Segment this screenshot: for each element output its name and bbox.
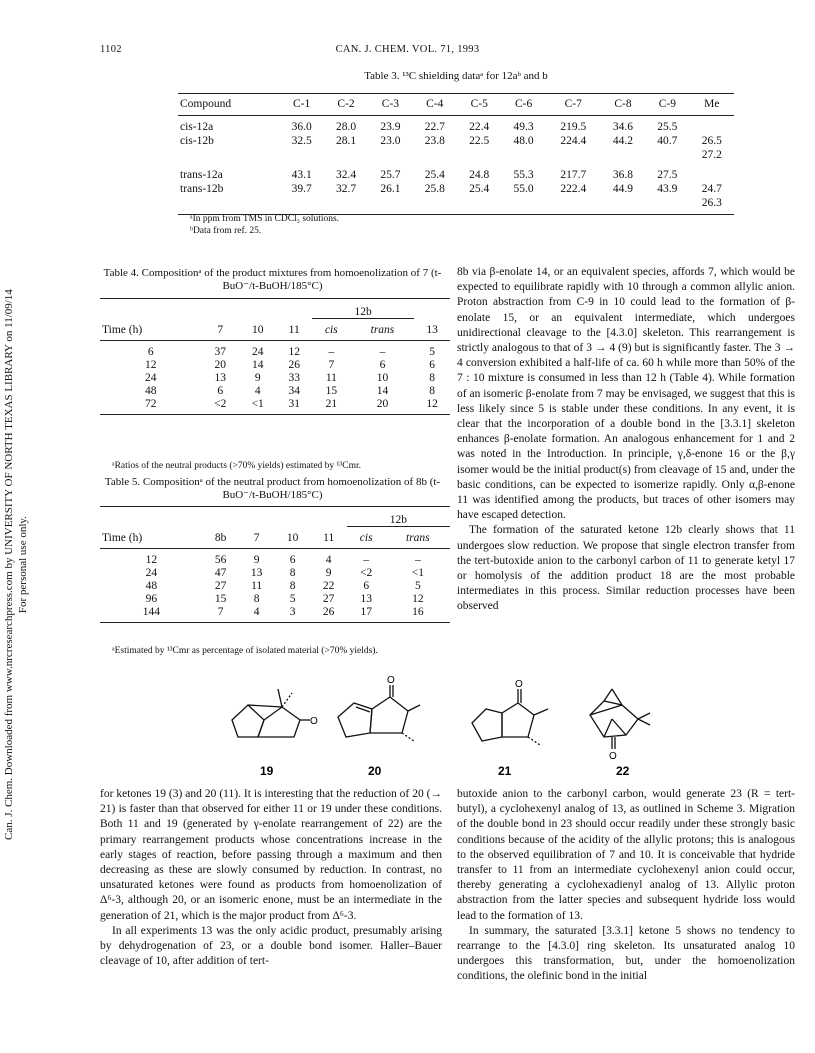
- table-cell: 22: [322, 579, 335, 592]
- table4-group-header: 12b: [312, 305, 414, 319]
- row-label-cell: 12: [145, 553, 158, 566]
- table3-header-row: [178, 97, 734, 111]
- table-cell: 8: [289, 566, 296, 579]
- table-cell: 43.1: [291, 169, 312, 181]
- row-label-cell: cis-12b: [180, 135, 214, 147]
- table-cell: 3: [289, 605, 296, 618]
- structure-label: 21: [498, 764, 512, 778]
- table-row: [178, 196, 734, 210]
- table-cell: 222.4: [560, 183, 587, 195]
- table-cell: 32.5: [291, 135, 312, 147]
- table3-col-header: C-6: [514, 98, 533, 110]
- table5-col-header: 10: [286, 531, 299, 544]
- table-cell: 34.6: [612, 121, 633, 133]
- table-cell: 21: [325, 397, 338, 410]
- table-cell: 224.4: [560, 135, 587, 147]
- table-cell: 217.7: [560, 169, 587, 181]
- table5-col-header: 11: [323, 531, 335, 544]
- table3-footnote-b: ᵇData from ref. 25.: [190, 226, 262, 236]
- table3-col-header: Compound: [180, 98, 232, 110]
- table-cell: 26.3: [701, 197, 722, 209]
- table4-col-header: trans: [370, 323, 395, 336]
- row-label-cell: cis-12a: [180, 121, 214, 133]
- structures-figure: [220, 675, 680, 785]
- table-cell: 23.9: [380, 121, 401, 133]
- table-cell: [413, 148, 457, 162]
- table3-col-header: C-5: [470, 98, 488, 110]
- table4-body: [100, 345, 450, 410]
- table-cell: 8: [253, 592, 260, 605]
- table-cell: <1: [411, 566, 424, 579]
- table-cell: 4: [254, 384, 261, 397]
- table-cell: 43.9: [657, 183, 678, 195]
- table-cell: 14: [376, 384, 389, 397]
- table-cell: 31: [288, 397, 300, 410]
- table-cell: 24: [251, 345, 264, 358]
- table-cell: 11: [251, 579, 263, 592]
- table-cell: 6: [429, 358, 436, 371]
- table-cell: 15: [214, 592, 227, 605]
- table-cell: 47: [214, 566, 227, 579]
- carbonyl-o-label: O: [310, 716, 318, 727]
- table-row: [100, 579, 450, 592]
- table-cell: 28.0: [335, 121, 357, 133]
- row-label-cell: trans-12b: [180, 183, 224, 195]
- structure-22: [590, 689, 650, 778]
- row-label-cell: 72: [145, 397, 157, 410]
- table4-header-row: [100, 323, 450, 336]
- table-cell: 8: [289, 579, 296, 592]
- row-label-cell: [178, 196, 279, 210]
- table-cell: 219.5: [560, 121, 587, 133]
- table5-caption: Table 5. Compositionᵃ of the neutral product from homoenolization of 8b (t-BuO⁻/t-BuOH/185°C): [104, 476, 441, 501]
- table-cell: 13: [250, 566, 263, 579]
- table3-footnote-a: ᵃIn ppm from TMS in CDCl₃ solutions.: [190, 214, 340, 224]
- table-cell: <2: [214, 397, 227, 410]
- table-cell: 5: [429, 345, 436, 358]
- table-cell: <2: [360, 566, 373, 579]
- table4: [100, 298, 450, 415]
- table-cell: 9: [325, 566, 332, 579]
- table4-col-header: cis: [324, 323, 338, 336]
- carbonyl-o-label: O: [387, 675, 395, 686]
- table-cell: 6: [363, 579, 370, 592]
- table-cell: –: [379, 345, 386, 358]
- table-cell: 9: [254, 371, 261, 384]
- table3-col-header: C-4: [426, 98, 444, 110]
- row-label-cell: 24: [145, 371, 157, 384]
- table-cell: 20: [214, 358, 227, 371]
- table-row: [178, 182, 734, 196]
- table-cell: 7: [217, 605, 224, 618]
- table-cell: 24.7: [701, 183, 722, 195]
- table-cell: 26.1: [380, 183, 401, 195]
- table-cell: [690, 168, 734, 182]
- table4-col-header: 7: [217, 323, 224, 336]
- table-cell: 8: [429, 384, 436, 397]
- table-cell: 48.0: [513, 135, 534, 147]
- journal-running-head: CAN. J. CHEM. VOL. 71, 1993: [335, 44, 480, 55]
- row-label-cell: 12: [145, 358, 157, 371]
- paragraph: In all experiments 13 was the only acidic product, presumably arising by dehydrogenation of 23, or a double bond isomer. Haller–Bauer cleavage of 10, after addition of tert-: [100, 924, 442, 968]
- table-cell: [457, 196, 501, 210]
- table4-caption: Table 4. Compositionᵃ of the product mixtures from homoenolization of 7 (t-BuO⁻/t-BuOH/185°C): [103, 267, 442, 292]
- table-cell: 34: [288, 384, 300, 397]
- download-stamp: [2, 120, 36, 840]
- table-row: [100, 371, 450, 384]
- table5: [100, 506, 450, 623]
- paragraph: for ketones 19 (3) and 20 (11). It is interesting that the reduction of 20 (→ 21) is faster than that observed for either 11 or 19 under these conditions. Both 11 and 19 (generated by γ-enolate rearrangement of 22) are the primary rearrangement products whose concentrations increase in the early stages of reaction, before passing through a maximum and then decreasing as these are slowly consumed by reduction. In contrast, no unsaturated ketones were found as products from homoenolization of Δ⁶-3, although 20, or an isomeric enone, must be an intermediate in the generation of 21, which is the major product from Δ⁶-3.: [100, 788, 442, 922]
- paragraph: In summary, the saturated [3.3.1] ketone 5 shows no tendency to rearrange to the [4.3.0] ring skeleton. Its unsaturated analog 10 undergoes this transformation, but, under the homoenolization conditions, the olefinic bond in the initial: [457, 924, 795, 983]
- table-cell: 55.0: [513, 183, 534, 195]
- table-cell: 40.7: [657, 135, 678, 147]
- table-cell: 33: [288, 371, 300, 384]
- table-cell: 36.0: [291, 121, 312, 133]
- table3-col-header: C-1: [293, 98, 311, 110]
- table-cell: [601, 148, 645, 162]
- left-column-bottom-text: [100, 787, 442, 969]
- table-cell: 56: [214, 553, 227, 566]
- table-cell: 26.5: [701, 135, 722, 147]
- table-cell: 5: [414, 579, 421, 592]
- table5-group-header: 12b: [347, 513, 450, 527]
- table-cell: 27: [214, 579, 227, 592]
- table-cell: [368, 148, 412, 162]
- table-cell: 13: [360, 592, 372, 605]
- table-cell: 25.4: [469, 183, 490, 195]
- table-cell: 25.7: [380, 169, 401, 181]
- table-cell: 23.0: [380, 135, 401, 147]
- table-row: [100, 358, 450, 371]
- table-cell: 32.7: [335, 183, 357, 195]
- table-cell: –: [414, 553, 421, 566]
- table-cell: 39.7: [291, 183, 312, 195]
- paragraph: butoxide anion to the carbonyl carbon, would generate 23 (R = tert-butyl), a cyclohexenyl analog of 13, as outlined in Scheme 3. Migration of the double bond in 23 should occur readily under these strongly basic conditions because of the acidity of the allylic protons; this is analogous to the observed equilibration of 7 and 10. It is conceivable that hydride transfer to 11 from an intermediate cyclohexenyl anion could occur, thereby generating a cyclohexadienyl analog of 13. Allylic proton abstraction from the latter species and subsequent hydride loss would lead to the formation of 13.: [457, 788, 795, 922]
- table3-col-header: C-9: [658, 98, 676, 110]
- table-row: [100, 553, 450, 566]
- table-cell: 44.2: [612, 135, 633, 147]
- table-cell: 20: [376, 397, 389, 410]
- table4-col-header: 11: [288, 323, 300, 336]
- table3-caption: Table 3. ¹³C shielding dataᵃ for 12aᵇ and b: [364, 70, 548, 82]
- table-cell: 26: [288, 358, 300, 371]
- carbonyl-o-label: O: [515, 679, 523, 690]
- table4-col-header: Time (h): [102, 323, 143, 336]
- table-cell: [457, 148, 501, 162]
- table5-col-header: Time (h): [102, 531, 143, 544]
- right-column-bottom-text: [457, 787, 795, 985]
- table3-col-header: C-3: [381, 98, 400, 110]
- table-cell: 10: [376, 371, 389, 384]
- table-cell: 16: [412, 605, 424, 618]
- table-cell: 49.3: [513, 121, 534, 133]
- table-cell: 5: [289, 592, 296, 605]
- table-row: [100, 384, 450, 397]
- row-label-cell: 48: [145, 579, 158, 592]
- row-label-cell: 144: [142, 605, 160, 618]
- table-cell: 4: [253, 605, 260, 618]
- table-cell: [501, 196, 545, 210]
- table5-col-header: trans: [406, 531, 430, 544]
- structure-label: 19: [260, 764, 274, 778]
- table-row: [178, 134, 734, 148]
- table-cell: 11: [325, 371, 337, 384]
- table-cell: 6: [289, 553, 296, 566]
- row-label-cell: 48: [145, 384, 157, 397]
- table-cell: [279, 196, 323, 210]
- table4-col-header: 10: [251, 323, 264, 336]
- table3: [178, 93, 734, 215]
- table-cell: 15: [325, 384, 338, 397]
- table-cell: 7: [328, 358, 335, 371]
- table-cell: 27.5: [657, 169, 678, 181]
- table-cell: 37: [214, 345, 227, 358]
- table-cell: 22.4: [469, 121, 490, 133]
- row-label-cell: [178, 148, 279, 162]
- table5-col-header: 7: [253, 531, 260, 544]
- download-stamp-line1: Can. J. Chem. Downloaded from www.nrcresearchpress.com by UNIVERSITY OF NORTH TEXAS LIBRARY on 11/09/14: [3, 289, 15, 840]
- table-cell: –: [328, 345, 335, 358]
- table-cell: 22.5: [469, 135, 490, 147]
- table-cell: [546, 148, 601, 162]
- table-cell: 17: [360, 605, 372, 618]
- table-cell: 8: [429, 371, 436, 384]
- structure-21: [472, 679, 548, 778]
- table-cell: 6: [379, 358, 386, 371]
- row-label-cell: 24: [145, 566, 158, 579]
- structure-label: 22: [616, 764, 630, 778]
- download-stamp-line2: For personal use only.: [17, 516, 29, 614]
- table-cell: [546, 196, 601, 210]
- table-cell: [645, 148, 689, 162]
- table-cell: 44.9: [612, 183, 633, 195]
- table4-col-header: 13: [426, 323, 438, 336]
- table-cell: 28.1: [335, 135, 357, 147]
- table-cell: 12: [426, 397, 438, 410]
- table-cell: 36.8: [612, 169, 633, 181]
- table-cell: 25.8: [424, 183, 445, 195]
- table-cell: 22.7: [424, 121, 445, 133]
- table-cell: [368, 196, 412, 210]
- structure-19: [232, 689, 318, 778]
- table-cell: 6: [217, 384, 224, 397]
- table-cell: 12: [288, 345, 300, 358]
- paragraph: 8b via β-enolate 14, or an equivalent species, affords 7, which would be expected to equilibrate rapidly with 10 through a common allylic anion. Proton abstraction from C-9 in 10 could lead to the formation of β-enolate 15, or an equivalent intermediate, which undergoes unidirectional cleavage to the [4.3.0] skeleton. This rearrangement is strictly analogous to that of 3 → 4 (9) but is significantly faster. The 3 → 4 conversion exhibited a half-life of ca. 60 h while more than 50% of the 7 : 10 mixture is consumed in less than 12 h (Table 4). While formation of an isomeric β-enolate from 7 may be envisaged, we suggest that this is less likely since 5 is stable under these conditions. In any event, it is clear that the incorporation of a double bond in the [3.3.1] skeleton enhances β-enolate formation. An analogous enhancement for 1 and 2 was noted in the Introduction. In principle, γ,δ-enone 16 or the β,γ isomer would be the initial product(s) from cleavage of 15 and, under the basic conditions, can be expected to isomerize rapidly. Only α,β-enone 11 was identified among the products, but traces of other isomers may have escaped detection.: [457, 266, 795, 522]
- table-cell: 32.4: [335, 169, 357, 181]
- row-label-cell: 96: [145, 592, 158, 605]
- table3-body: [178, 120, 734, 210]
- table-cell: [279, 148, 323, 162]
- table-cell: 55.3: [513, 169, 534, 181]
- structure-20: [338, 675, 420, 778]
- table-cell: [324, 196, 368, 210]
- table-cell: 9: [253, 553, 260, 566]
- table-cell: [601, 196, 645, 210]
- table-cell: 25.5: [657, 121, 678, 133]
- table-cell: 23.8: [424, 135, 445, 147]
- table-cell: 27.2: [701, 149, 722, 161]
- table4-footnote: ᵃRatios of the neutral products (>70% yields) estimated by ¹³Cmr.: [112, 461, 361, 471]
- table3-col-header: C-8: [614, 98, 632, 110]
- table-cell: [690, 120, 734, 134]
- table-cell: 13: [214, 371, 227, 384]
- table-cell: 26: [322, 605, 335, 618]
- table3-col-header: C-7: [564, 98, 582, 110]
- table3-col-header: Me: [704, 98, 720, 110]
- table-row: [178, 168, 734, 182]
- table5-col-header: 8b: [214, 531, 227, 544]
- table-cell: [324, 148, 368, 162]
- table3-col-header: C-2: [337, 98, 355, 110]
- table-cell: 27: [322, 592, 335, 605]
- table-row: [100, 345, 450, 358]
- table-cell: 14: [251, 358, 264, 371]
- table-row: [100, 605, 450, 618]
- table-cell: 25.4: [424, 169, 445, 181]
- table-cell: –: [363, 553, 370, 566]
- table-cell: 4: [325, 553, 332, 566]
- table-cell: <1: [251, 397, 264, 410]
- table-row: [100, 397, 450, 410]
- table-cell: 12: [412, 592, 424, 605]
- structure-label: 20: [368, 764, 382, 778]
- table-row: [100, 592, 450, 605]
- paragraph: The formation of the saturated ketone 12b clearly shows that 11 undergoes slow reduction. We propose that single electron transfer from the tert-butoxide anion to the carbonyl carbon of 11 to generate ketyl 17 or homolysis of the addition product 18 are the most probable intermediates in this process. Similar reduction processes have been observed: [457, 524, 795, 613]
- row-label-cell: trans-12a: [180, 169, 223, 181]
- right-column-top-text: [457, 265, 795, 615]
- table5-footnote: ᵃEstimated by ¹³Cmr as percentage of isolated material (>70% yields).: [112, 646, 378, 656]
- carbonyl-o-label: O: [609, 751, 617, 762]
- table-row: [178, 120, 734, 134]
- table-cell: [413, 196, 457, 210]
- table5-header-row: [100, 531, 450, 544]
- table-cell: 24.8: [469, 169, 490, 181]
- table-row: [178, 148, 734, 162]
- table-cell: [501, 148, 545, 162]
- table5-body: [100, 553, 450, 618]
- table5-col-header: cis: [359, 531, 373, 544]
- row-label-cell: 6: [147, 345, 154, 358]
- table-row: [100, 566, 450, 579]
- table-cell: [645, 196, 689, 210]
- page-number: 1102: [100, 44, 122, 55]
